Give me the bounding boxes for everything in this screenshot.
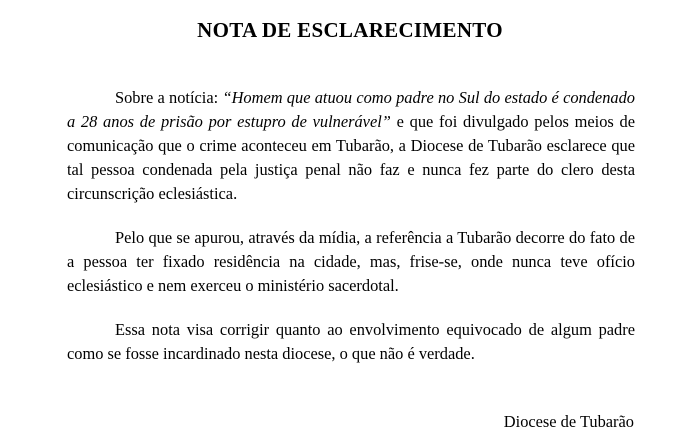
signature: Diocese de Tubarão <box>503 412 634 431</box>
document-body <box>67 86 635 366</box>
document-title: NOTA DE ESCLARECIMENTO <box>197 18 503 42</box>
paragraph-1-lead: Sobre a notícia: <box>115 88 223 107</box>
news-headline-quote: “Homem que atuou como padre no Sul do estado é condenado a 28 anos de prisão por estupro de vulnerável” <box>67 88 635 131</box>
paragraph-3: Essa nota visa corrigir quanto ao envolvimento equivocado de algum padre como se fosse incardinado nesta diocese, o que não é verdade. <box>67 320 635 363</box>
paragraph-1-rest: e que foi divulgado pelos meios de comunicação que o crime aconteceu em Tubarão, a Diocese de Tubarão esclarece que tal pessoa condenada pela justiça penal não faz e nunca fez parte do clero desta circunscrição eclesiástica. <box>67 112 635 203</box>
paragraph-1 <box>67 86 635 206</box>
paragraph-2: Pelo que se apurou, através da mídia, a referência a Tubarão decorre do fato de a pessoa ter fixado residência na cidade, mas, frise-se, onde nunca teve ofício eclesiástico e nem exerceu o ministério sacerdotal. <box>67 228 635 295</box>
